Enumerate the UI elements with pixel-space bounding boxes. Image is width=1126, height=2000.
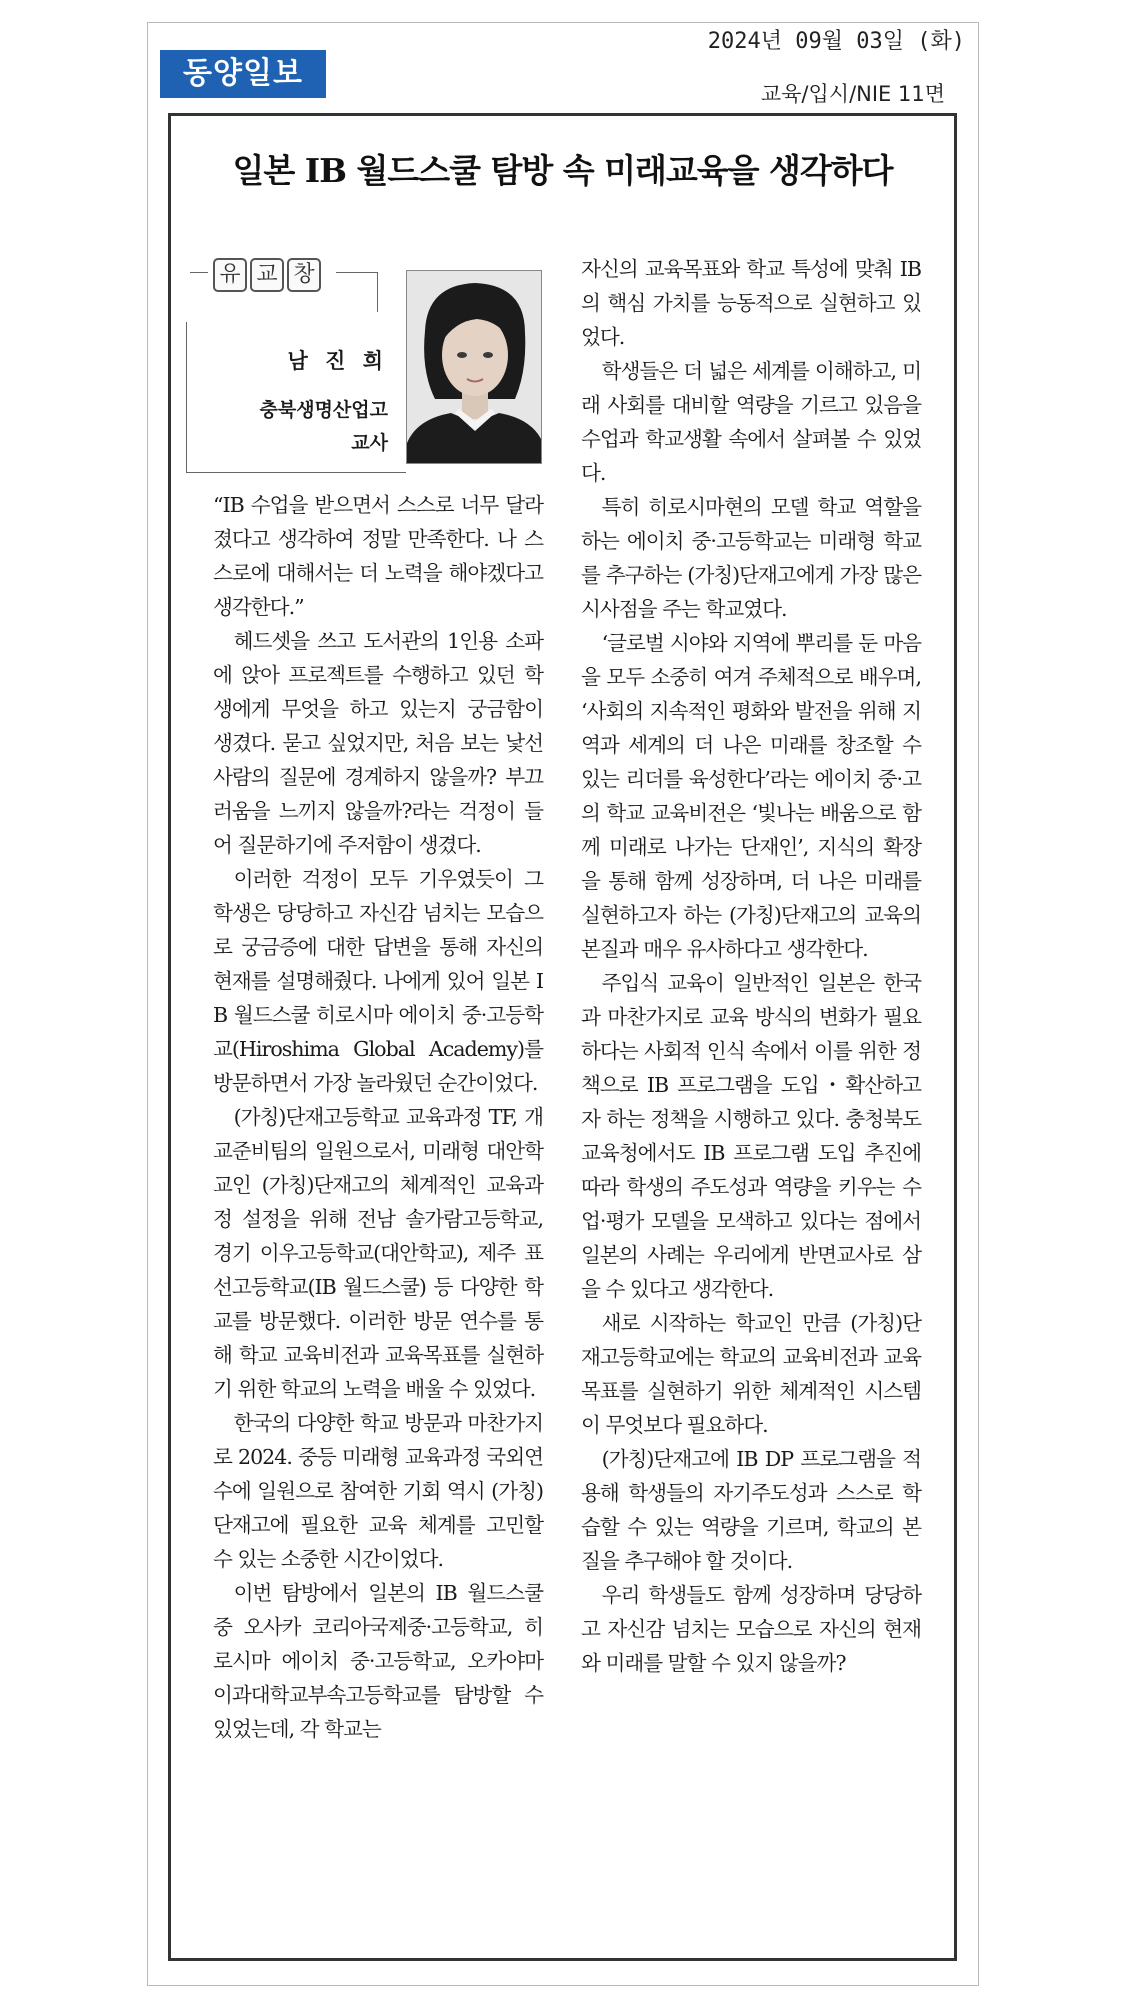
- publication-date: 2024년 09월 03일 (화): [707, 29, 965, 54]
- article-paragraph: (가칭)단재고등학교 교육과정 TF, 개교준비팀의 일원으로서, 미래형 대안학교인 (가칭)단재고의 체계적인 교육과정 설정을 위해 전남 솔가람고등학교, 경기 이우고등학교(대안학교), 제주 표선고등학교(IB 월드스쿨) 등 다양한 학교를 방문했다. 이러한 방문 연수를 통해 학교 교육비전과 교육목표를 실현하기 위한 학교의 노력을 배울 수 있었다.: [213, 1105, 543, 1401]
- author-role: 교사: [351, 432, 388, 454]
- author-photo: [406, 270, 542, 464]
- author-school: 충북생명산업고: [259, 399, 388, 421]
- article-paragraph: 이러한 걱정이 모두 기우였듯이 그 학생은 당당하고 자신감 넘치는 모습으로 궁금증에 대한 답변을 통해 자신의 현재를 설명해줬다. 나에게 있어 일본 IB 월드스쿨 히로시마 에이치 중·고등학교(Hiroshima Global Academy)를 방문하면서 가장 놀라웠던 순간이었다.: [213, 867, 543, 1095]
- column-badge-char: 유: [213, 258, 247, 292]
- article-column-1: [213, 488, 543, 1746]
- article-paragraph: ‘글로벌 시야와 지역에 뿌리를 둔 마음을 모두 소중히 여겨 주체적으로 배우며, ‘사회의 지속적인 평화와 발전을 위해 지역과 세계의 더 나은 미래를 창조할 수 있는 리더를 육성한다’라는 에이치 중·고의 학교 교육비전은 ‘빛나는 배움으로 함께 미래로 나가는 단재인’, 지식의 확장을 통해 함께 성장하며, 더 나은 미래를 실현하고자 하는 (가칭)단재고의 교육의 본질과 매우 유사하다고 생각한다.: [581, 631, 921, 961]
- section-label: 교육/입시/NIE 11면: [760, 82, 945, 106]
- article-paragraph: “IB 수업을 받으면서 스스로 너무 달라졌다고 생각하여 정말 만족한다. 나 스스로에 대해서는 더 노력을 해야겠다고 생각한다.”: [213, 493, 543, 619]
- article-paragraph: (가칭)단재고에 IB DP 프로그램을 적용해 학생들의 자기주도성과 스스로 학습할 수 있는 역량을 기르며, 학교의 본질을 추구해야 할 것이다.: [581, 1447, 921, 1573]
- article-paragraph: 헤드셋을 쓰고 도서관의 1인용 소파에 앉아 프로젝트를 수행하고 있던 학생에게 무엇을 하고 있는지 궁금함이 생겼다. 묻고 싶었지만, 처음 보는 낯선 사람의 질문에 경계하지 않을까? 부끄러움을 느끼지 않을까?라는 걱정이 들어 질문하기에 주저함이 생겼다.: [213, 629, 543, 857]
- article-column-2: [581, 252, 921, 1680]
- column-badge-char: 창: [287, 258, 321, 292]
- article-paragraph: 우리 학생들도 함께 성장하며 당당하고 자신감 넘치는 모습으로 자신의 현재와 미래를 말할 수 있지 않을까?: [581, 1583, 921, 1675]
- bracket-line: [377, 272, 378, 312]
- bracket-line: [336, 272, 378, 273]
- article-paragraph: 이번 탐방에서 일본의 IB 월드스쿨 중 오사카 코리아국제중·고등학교, 히로시마 에이치 중·고등학교, 오카야마이과대학교부속고등학교를 탐방할 수 있었는데, 각 학교는: [213, 1581, 543, 1741]
- article-paragraph: 주입식 교육이 일반적인 일본은 한국과 마찬가지로 교육 방식의 변화가 필요하다는 사회적 인식 속에서 이를 위한 정책으로 IB 프로그램을 도입・확산하고자 하는 정책을 시행하고 있다. 충청북도교육청에서도 IB 프로그램 도입 추진에 따라 학생의 주도성과 역량을 키우는 수업·평가 모델을 모색하고 있다는 점에서 일본의 사례는 우리에게 반면교사로 삼을 수 있다고 생각한다.: [581, 971, 921, 1301]
- article-headline: 일본 IB 월드스쿨 탐방 속 미래교육을 생각하다: [232, 151, 893, 190]
- newspaper-logo: 동양일보: [160, 50, 326, 98]
- column-badge-char: 교: [250, 258, 284, 292]
- bracket-line: [186, 322, 187, 472]
- article-paragraph: 자신의 교육목표와 학교 특성에 맞춰 IB의 핵심 가치를 능동적으로 실현하고 있었다.: [581, 257, 921, 349]
- portrait-illustration: [407, 271, 542, 464]
- article-paragraph: 특히 히로시마현의 모델 학교 역할을 하는 에이치 중·고등학교는 미래형 학교를 추구하는 (가칭)단재고에게 가장 많은 시사점을 주는 학교였다.: [581, 495, 921, 621]
- column-badge: [213, 258, 321, 292]
- article-paragraph: 학생들은 더 넓은 세계를 이해하고, 미래 사회를 대비할 역량을 기르고 있음을 수업과 학교생활 속에서 살펴볼 수 있었다.: [581, 359, 921, 485]
- author-name: 남 진 희: [287, 349, 388, 373]
- article-paragraph: 새로 시작하는 학교인 만큼 (가칭)단재고등학교에는 학교의 교육비전과 교육목표를 실현하기 위한 체계적인 시스템이 무엇보다 필요하다.: [581, 1311, 921, 1437]
- bracket-line: [190, 272, 208, 273]
- bracket-line: [186, 472, 406, 473]
- article-paragraph: 한국의 다양한 학교 방문과 마찬가지로 2024. 중등 미래형 교육과정 국외연수에 일원으로 참여한 기회 역시 (가칭)단재고에 필요한 교육 체계를 고민할 수 있는 소중한 시간이었다.: [213, 1411, 543, 1571]
